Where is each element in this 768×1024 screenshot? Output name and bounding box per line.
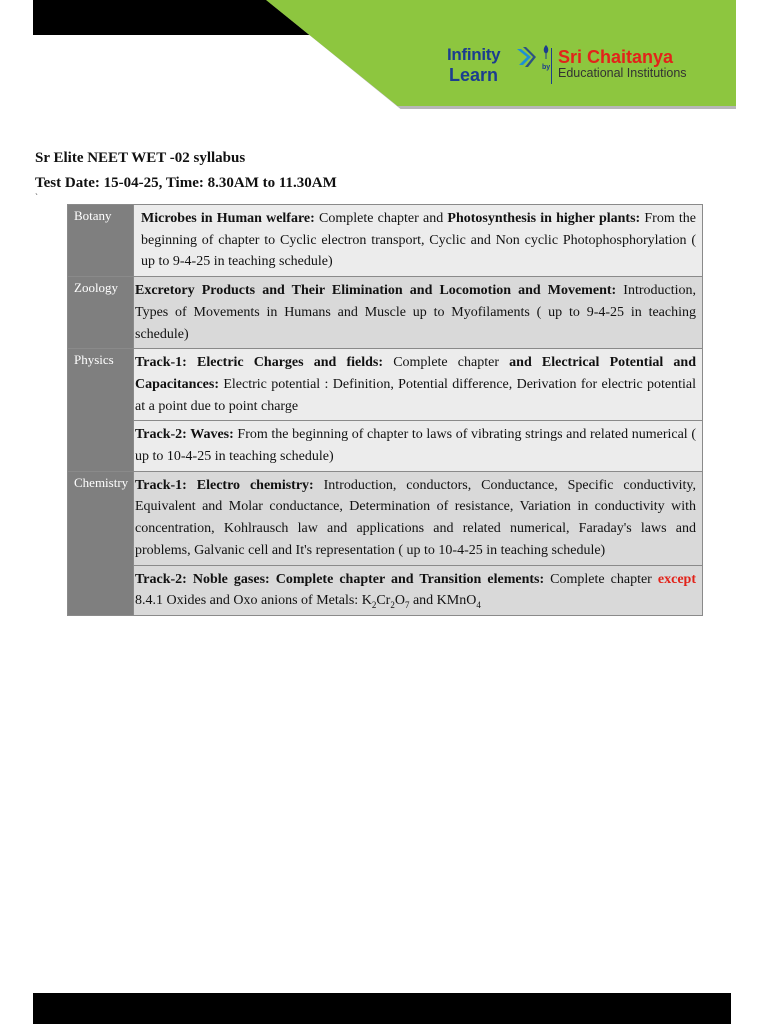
chemistry-track1-text: Introduction, conductors, Conductance, Specific conductivity, Equivalent and Molar conductance, Determination of resistance, Variation in conductivity with concentration, Kohlrausch law and applications and related numerical, Faraday's laws and problems, Galvanic cell and It's representation ( up to 10-4-25 in teaching schedule) [135, 477, 696, 558]
table-row-chemistry-track-1 [68, 471, 703, 565]
content-cell-physics-track-2 [134, 421, 703, 471]
content-cell-zoology [134, 277, 703, 349]
physics-track2-topic: Track-2: Waves: [135, 427, 234, 443]
formula-kmno4: KMnO$_4$ [436, 593, 481, 611]
logo-infinity-text: Infinity [447, 45, 501, 64]
table-row-physics-track-1 [68, 349, 703, 421]
chemistry-track2-text-1: Complete chapter [544, 571, 658, 587]
physics-track1-topic-2: and Electrical Potential and Capacitances: [135, 355, 696, 392]
chemistry-track2-text-2: 8.4.1 Oxides and Oxo anions of Metals: [135, 593, 362, 609]
syllabus-table [67, 204, 703, 616]
physics-track2-text: From the beginning of chapter to laws of vibrating strings and related numerical ( up to 10-4-25 in teaching schedule) [135, 427, 696, 465]
content-cell-chemistry-track-2 [134, 565, 703, 615]
logo-learn-text: Learn [449, 65, 499, 85]
chemistry-track2-and: and [409, 593, 437, 609]
formula-k2cr2o7: $K_2Cr_2O_7$ [361, 593, 410, 611]
botany-topic-1: Microbes in Human welfare: [141, 211, 315, 226]
infinity-arrow-icon [513, 45, 537, 75]
zoology-text: Introduction, Types of Movements in Humans and Muscle up to Myofilaments ( up to 9-4-25 in teaching schedule) [135, 283, 696, 342]
table-row-physics-track-2 [68, 421, 703, 471]
title-line-test-date: Test Date: 15-04-25, Time: 8.30AM to 11.30AM [35, 175, 337, 191]
physics-track1-text-1: Complete chapter [383, 355, 510, 371]
logo-divider [551, 48, 552, 84]
botany-topic-2: Photosynthesis in higher plants: [447, 211, 641, 226]
subject-cell-chemistry: Chemistry [68, 471, 134, 615]
logo-brand-name: Sri Chaitanya [558, 47, 674, 67]
table-row-botany [68, 205, 703, 277]
table-row-zoology [68, 277, 703, 349]
botany-text-1: Complete chapter and [314, 211, 448, 226]
title-line-syllabus: Sr Elite NEET WET -02 syllabus [35, 150, 246, 166]
logo-tagline: Educational Institutions [558, 66, 687, 80]
brand-logo [447, 42, 717, 94]
logo-by-text: by [542, 64, 551, 71]
content-cell-botany [134, 205, 703, 277]
document-title [35, 146, 337, 196]
physics-track1-topic-1: Track-1: Electric Charges and fields: [135, 355, 384, 371]
content-cell-chemistry-track-1 [134, 471, 703, 565]
content-cell-physics-track-1 [134, 349, 703, 421]
subject-cell-physics: Physics [68, 349, 134, 472]
stray-mark: ` [35, 192, 38, 202]
page-header [0, 0, 768, 110]
botany-text-2: From the beginning of chapter to Cyclic electron transport, Cyclic and Non cyclic Photophosphorylation ( up to 9-4-25 in teaching schedule) [141, 211, 696, 270]
page-footer-bar [33, 993, 731, 1024]
subject-cell-zoology: Zoology [68, 277, 134, 349]
chemistry-track2-topic: Track-2: Noble gases: Complete chapter and Transition elements: [135, 571, 545, 587]
zoology-topic: Excretory Products and Their Elimination and Locomotion and Movement: [135, 283, 617, 299]
table-row-chemistry-track-2 [68, 565, 703, 615]
physics-track1-text-2: Electric potential : Definition, Potential difference, Derivation for electric potential at a point due to point charge [135, 376, 696, 414]
sri-chaitanya-emblem-icon [541, 44, 551, 60]
chemistry-track1-topic: Track-1: Electro chemistry: [135, 477, 314, 493]
subject-cell-botany: Botany [68, 205, 134, 277]
except-keyword: except [657, 571, 696, 587]
